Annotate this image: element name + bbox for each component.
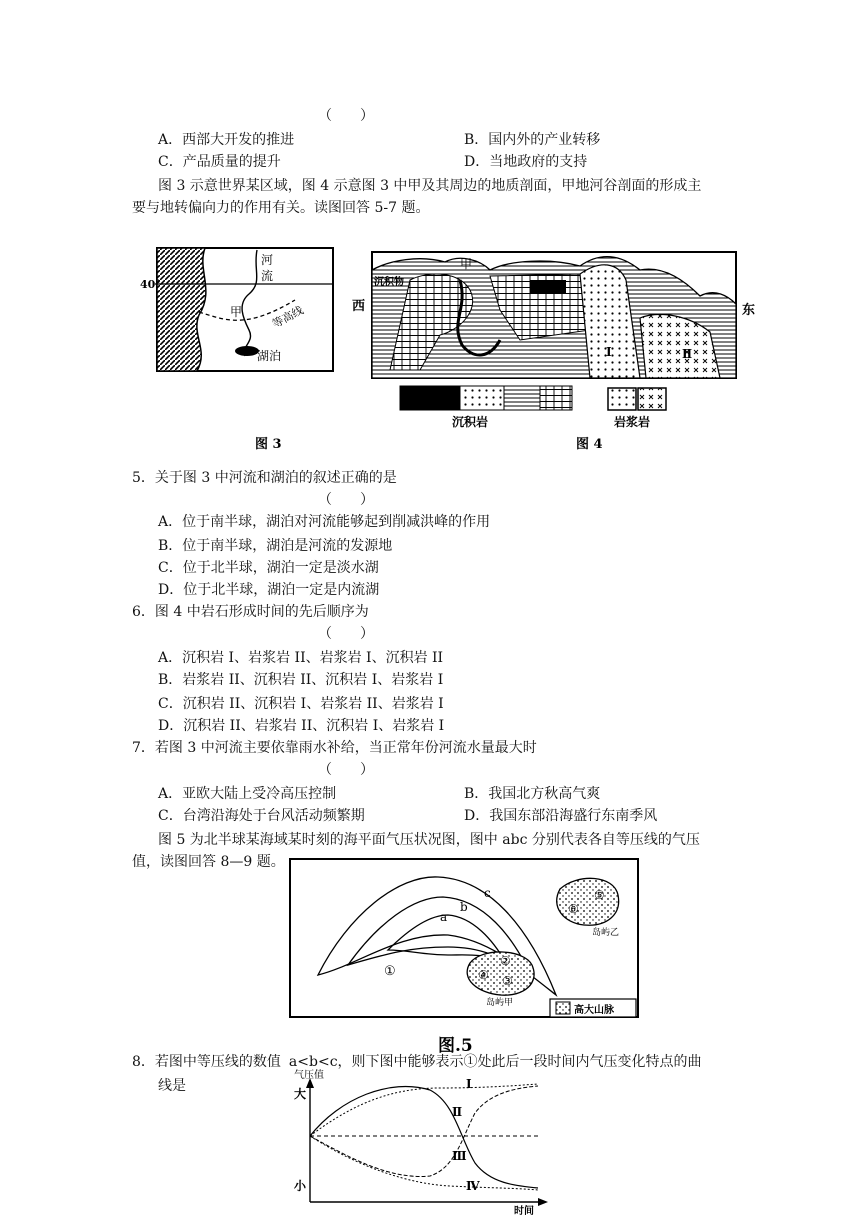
- figure-5-pressure-map: [288, 855, 643, 1060]
- roman-1-label: Ⅰ: [606, 345, 612, 359]
- q7-option-a: A．亚欧大陆上受冷高压控制: [158, 786, 337, 802]
- west-label: 西: [352, 299, 366, 314]
- island-b-label: 岛屿乙: [592, 928, 620, 938]
- q6-paren: （ ）: [318, 626, 374, 642]
- legend-mountain-label: 高大山脉: [574, 1005, 614, 1016]
- q5-option-c: C．位于北半球，湖泊一定是淡水湖: [158, 560, 379, 576]
- figure-5-caption: 图.5: [438, 1036, 473, 1056]
- legend-sed-label: 沉积岩: [452, 415, 489, 429]
- isobar-b-label: b: [460, 900, 468, 914]
- q5-paren: （ ）: [318, 492, 374, 508]
- q6-option-c: C．沉积岩 II、沉积岩 I、岩浆岩 II、岩浆岩 I: [158, 696, 444, 712]
- q7-paren: （ ）: [318, 762, 374, 778]
- lake-shape: [235, 346, 259, 356]
- figure-3-map: [135, 240, 345, 455]
- graph-small-label: 小: [294, 1179, 307, 1193]
- point-1-label: ①: [384, 964, 396, 979]
- deposit-label: 沉积物: [374, 277, 404, 288]
- isobar-c-label: c: [484, 886, 491, 900]
- point-4-label: ④: [478, 968, 489, 982]
- q6-option-a: A．沉积岩 I、岩浆岩 II、岩浆岩 I、沉积岩 II: [158, 650, 444, 666]
- point-2-label: ②: [500, 954, 511, 968]
- roman-2-label: Ⅱ: [682, 347, 693, 361]
- q4-option-b: B．国内外的产业转移: [464, 132, 601, 148]
- q7-option-d: D．我国东部沿海盛行东南季风: [464, 808, 658, 824]
- q4-option-a: A．西部大开发的推进: [158, 132, 295, 148]
- curve-3: [310, 1086, 538, 1176]
- intro-8-9-line2: 值，读图回答 8—9 题。: [132, 854, 285, 870]
- q6-option-b: B．岩浆岩 II、沉积岩 II、沉积岩 I、岩浆岩 I: [158, 672, 444, 688]
- legend-ign-label: 岩浆岩: [614, 415, 651, 429]
- curve-1-label: Ⅰ: [466, 1077, 472, 1091]
- q5-option-d: D．位于北半球，湖泊一定是内流湖: [158, 582, 380, 598]
- east-label: 东: [742, 303, 756, 318]
- intro-5-7-line2: 要与地转偏向力的作用有关。读图回答 5-7 题。: [132, 200, 430, 216]
- curve-2: [310, 1087, 538, 1188]
- isobar-a-label: a: [440, 910, 448, 924]
- curve-4-label: Ⅳ: [466, 1179, 480, 1193]
- q4-option-d: D．当地政府的支持: [464, 154, 588, 170]
- intro-8-9-line1: 图 5 为北半球某海域某时刻的海平面气压状况图，图中 abc 分别代表各自等压线的气压: [158, 832, 700, 848]
- graph-ylabel: 气压值: [294, 1070, 324, 1081]
- point-3-label: ③: [502, 974, 513, 988]
- latitude-label: 40°: [140, 278, 161, 291]
- q4-answer-paren: （ ）: [318, 108, 374, 124]
- intro-5-7-line1: 图 3 示意世界某区域，图 4 示意图 3 中甲及其周边的地质剖面，甲地河谷剖面的形成主: [158, 178, 702, 194]
- q7-option-c: C．台湾沿海处于台风活动频繁期: [158, 808, 365, 824]
- q7-stem: 7．若图 3 中河流主要依靠雨水补给，当正常年份河流水量最大时: [132, 740, 537, 756]
- jia-label-fig4: 甲: [460, 257, 473, 271]
- q5-stem: 5．关于图 3 中河流和湖泊的叙述正确的是: [132, 470, 397, 486]
- q5-option-b: B．位于南半球，湖泊是河流的发源地: [158, 538, 393, 554]
- q4-option-c: C．产品质量的提升: [158, 154, 281, 170]
- graph-xlabel: 时间: [514, 1206, 534, 1216]
- q7-option-b: B．我国北方秋高气爽: [464, 786, 601, 802]
- figure-3-caption: 图 3: [255, 437, 282, 452]
- graph-big-label: 大: [294, 1087, 307, 1101]
- q8-condition: a<b<c: [288, 1054, 338, 1070]
- pressure-time-graph: [280, 1068, 570, 1216]
- figure-4-caption: 图 4: [576, 437, 603, 452]
- point-6-label: ⑥: [568, 902, 579, 916]
- point-5-label: ⑤: [594, 888, 605, 902]
- figure-4-profile: [350, 240, 760, 455]
- jia-label: 甲: [230, 305, 243, 319]
- legend-igneous: [608, 388, 666, 410]
- land-area: [157, 248, 206, 371]
- legend-sedimentary: [400, 386, 572, 410]
- island-a-label: 岛屿甲: [486, 998, 514, 1008]
- curve-3-label: Ⅲ: [452, 1149, 467, 1163]
- river-label-2: 流: [261, 269, 274, 283]
- q8-stem-line2: 线是: [158, 1078, 186, 1094]
- lake-label: 湖泊: [257, 349, 282, 363]
- q6-option-d: D．沉积岩 II、岩浆岩 II、沉积岩 I、岩浆岩 I: [158, 718, 445, 734]
- q8-stem-part1: 8．若图中等压线的数值: [132, 1054, 281, 1070]
- q5-option-a: A．位于南半球，湖泊对河流能够起到削减洪峰的作用: [158, 514, 491, 530]
- curve-1: [310, 1084, 538, 1136]
- isoline-label: 等高线: [270, 303, 306, 331]
- river-label-1: 河: [261, 253, 274, 267]
- q6-stem: 6．图 4 中岩石形成时间的先后顺序为: [132, 604, 369, 620]
- q8-stem-part2: ，则下图中能够表示①处此后一段时间内气压变化特点的曲: [337, 1054, 702, 1070]
- curve-2-label: Ⅱ: [452, 1105, 463, 1119]
